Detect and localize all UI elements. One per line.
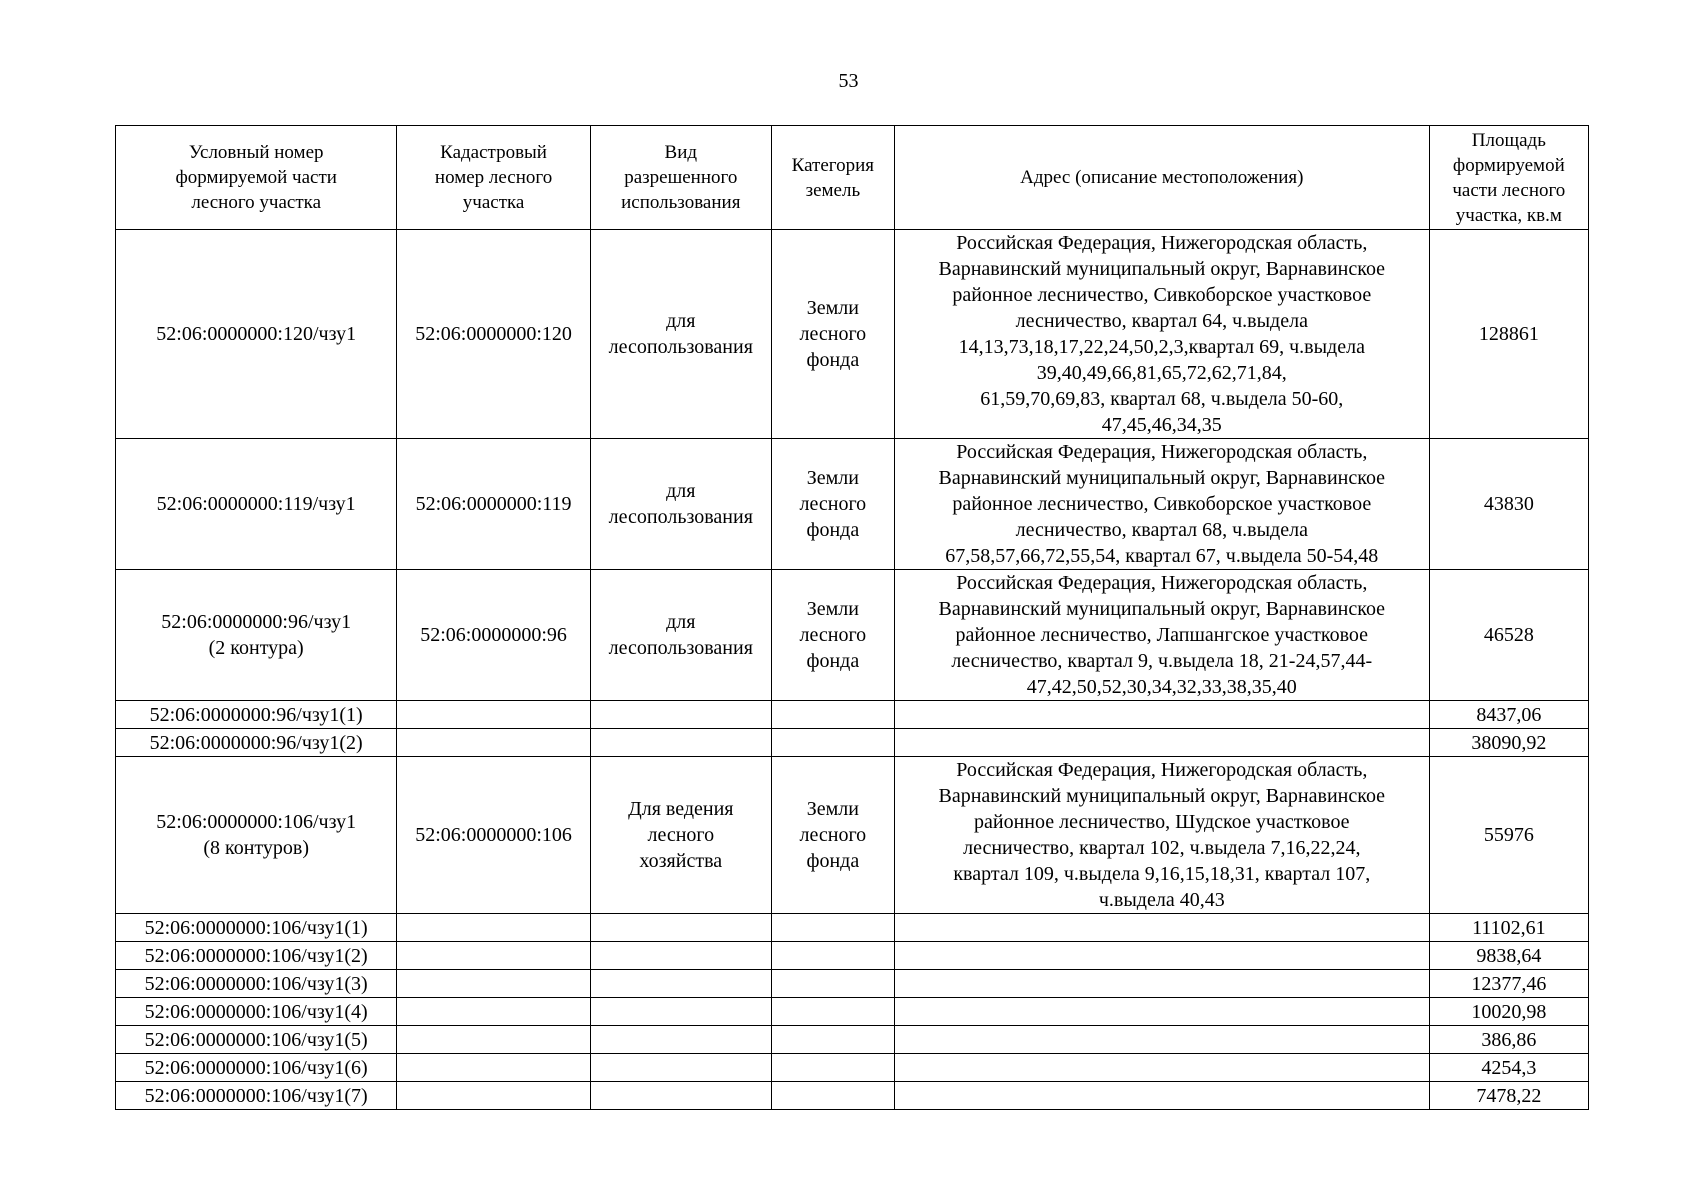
cell-area: 38090,92 (1429, 729, 1588, 757)
cell-cadastral-number: 52:06:0000000:106 (397, 757, 590, 914)
cell-cadastral-number: 52:06:0000000:119 (397, 439, 590, 570)
cell-empty (771, 1082, 894, 1110)
header-cadastral-number: Кадастровый номер лесного участка (397, 126, 590, 230)
cell-conditional-number: 52:06:0000000:106/чзу1(4) (116, 998, 397, 1026)
header-conditional-number: Условный номер формируемой части лесного участка (116, 126, 397, 230)
cell-empty (894, 970, 1429, 998)
cell-area: 10020,98 (1429, 998, 1588, 1026)
cell-area: 386,86 (1429, 1026, 1588, 1054)
cell-empty (397, 998, 590, 1026)
cell-empty (894, 914, 1429, 942)
cell-empty (771, 970, 894, 998)
cell-area: 9838,64 (1429, 942, 1588, 970)
cell-empty (590, 942, 771, 970)
cell-empty (771, 1026, 894, 1054)
cell-conditional-number: 52:06:0000000:106/чзу1(6) (116, 1054, 397, 1082)
cell-empty (397, 1054, 590, 1082)
table-subrow (116, 1082, 1589, 1110)
header-address: Адрес (описание местоположения) (894, 126, 1429, 230)
table-subrow (116, 1026, 1589, 1054)
table-subrow (116, 914, 1589, 942)
table-subrow (116, 970, 1589, 998)
cell-empty (894, 942, 1429, 970)
cell-empty (771, 914, 894, 942)
cell-empty (771, 942, 894, 970)
header-permitted-use: Вид разрешенного использования (590, 126, 771, 230)
cell-address: Российская Федерация, Нижегородская область, Варнавинский муниципальный округ, Варнавинское районное лесничество, Сивкоборское участковое лесничество, квартал 68, ч.выдела 67,58,57,66,72,55,54, квартал 67, ч.выдела 50-54,48 (894, 439, 1429, 570)
cell-address: Российская Федерация, Нижегородская область, Варнавинский муниципальный округ, Варнавинское районное лесничество, Сивкоборское участковое лесничество, квартал 64, ч.выдела 14,13,73,18,17,22,24,50,2,3,квартал 69, ч.выдела 39,40,49,66,81,65,72,62,71,84, 61,59,70,69,83, квартал 68, ч.выдела 50-60, 47,45,46,34,35 (894, 230, 1429, 439)
cell-empty (894, 1082, 1429, 1110)
table-subrow (116, 942, 1589, 970)
cell-land-category: Земли лесного фонда (771, 230, 894, 439)
cell-empty (894, 1026, 1429, 1054)
table-subrow (116, 1054, 1589, 1082)
cell-empty (397, 970, 590, 998)
cell-empty (397, 729, 590, 757)
cell-area: 11102,61 (1429, 914, 1588, 942)
cell-conditional-number: 52:06:0000000:106/чзу1(2) (116, 942, 397, 970)
cell-conditional-number: 52:06:0000000:106/чзу1(3) (116, 970, 397, 998)
cell-conditional-number: 52:06:0000000:120/чзу1 (116, 230, 397, 439)
cell-area: 8437,06 (1429, 701, 1588, 729)
cell-empty (771, 729, 894, 757)
cell-permitted-use: Для ведения лесного хозяйства (590, 757, 771, 914)
cell-empty (397, 1026, 590, 1054)
cell-area: 4254,3 (1429, 1054, 1588, 1082)
cell-empty (397, 701, 590, 729)
cell-conditional-number: 52:06:0000000:106/чзу1(5) (116, 1026, 397, 1054)
cell-cadastral-number: 52:06:0000000:120 (397, 230, 590, 439)
table-header-row (116, 126, 1589, 230)
cell-empty (590, 701, 771, 729)
forest-plots-table (115, 125, 1589, 1110)
table-subrow (116, 701, 1589, 729)
cell-empty (894, 701, 1429, 729)
cell-area: 55976 (1429, 757, 1588, 914)
cell-empty (894, 729, 1429, 757)
cell-land-category: Земли лесного фонда (771, 757, 894, 914)
table-row (116, 570, 1589, 701)
cell-area: 128861 (1429, 230, 1588, 439)
cell-empty (397, 1082, 590, 1110)
cell-empty (894, 998, 1429, 1026)
table-row (116, 439, 1589, 570)
cell-address: Российская Федерация, Нижегородская область, Варнавинский муниципальный округ, Варнавинское районное лесничество, Шудское участковое лесничество, квартал 102, ч.выдела 7,16,22,24, квартал 109, ч.выдела 9,16,15,18,31, квартал 107, ч.выдела 40,43 (894, 757, 1429, 914)
cell-empty (590, 1054, 771, 1082)
cell-permitted-use: для лесопользования (590, 230, 771, 439)
header-area: Площадь формируемой части лесного участка, кв.м (1429, 126, 1588, 230)
cell-area: 12377,46 (1429, 970, 1588, 998)
cell-empty (397, 914, 590, 942)
cell-empty (590, 1082, 771, 1110)
cell-area: 46528 (1429, 570, 1588, 701)
table-subrow (116, 729, 1589, 757)
cell-land-category: Земли лесного фонда (771, 570, 894, 701)
cell-empty (771, 998, 894, 1026)
cell-empty (771, 1054, 894, 1082)
cell-cadastral-number: 52:06:0000000:96 (397, 570, 590, 701)
cell-conditional-number: 52:06:0000000:106/чзу1 (8 контуров) (116, 757, 397, 914)
cell-area: 7478,22 (1429, 1082, 1588, 1110)
table-row (116, 230, 1589, 439)
cell-land-category: Земли лесного фонда (771, 439, 894, 570)
cell-empty (397, 942, 590, 970)
cell-conditional-number: 52:06:0000000:119/чзу1 (116, 439, 397, 570)
cell-empty (590, 729, 771, 757)
cell-conditional-number: 52:06:0000000:106/чзу1(7) (116, 1082, 397, 1110)
header-land-category: Категория земель (771, 126, 894, 230)
cell-conditional-number: 52:06:0000000:96/чзу1(2) (116, 729, 397, 757)
table-row (116, 757, 1589, 914)
cell-empty (590, 914, 771, 942)
table-subrow (116, 998, 1589, 1026)
cell-address: Российская Федерация, Нижегородская область, Варнавинский муниципальный округ, Варнавинское районное лесничество, Лапшангское участковое лесничество, квартал 9, ч.выдела 18, 21-24,57,44- 47,42,50,52,30,34,32,33,38,35,40 (894, 570, 1429, 701)
cell-empty (590, 998, 771, 1026)
cell-area: 43830 (1429, 439, 1588, 570)
cell-permitted-use: для лесопользования (590, 570, 771, 701)
page-number: 53 (838, 70, 859, 92)
cell-conditional-number: 52:06:0000000:96/чзу1(1) (116, 701, 397, 729)
cell-empty (771, 701, 894, 729)
cell-permitted-use: для лесопользования (590, 439, 771, 570)
cell-empty (590, 970, 771, 998)
cell-conditional-number: 52:06:0000000:96/чзу1 (2 контура) (116, 570, 397, 701)
cell-conditional-number: 52:06:0000000:106/чзу1(1) (116, 914, 397, 942)
cell-empty (590, 1026, 771, 1054)
cell-empty (894, 1054, 1429, 1082)
